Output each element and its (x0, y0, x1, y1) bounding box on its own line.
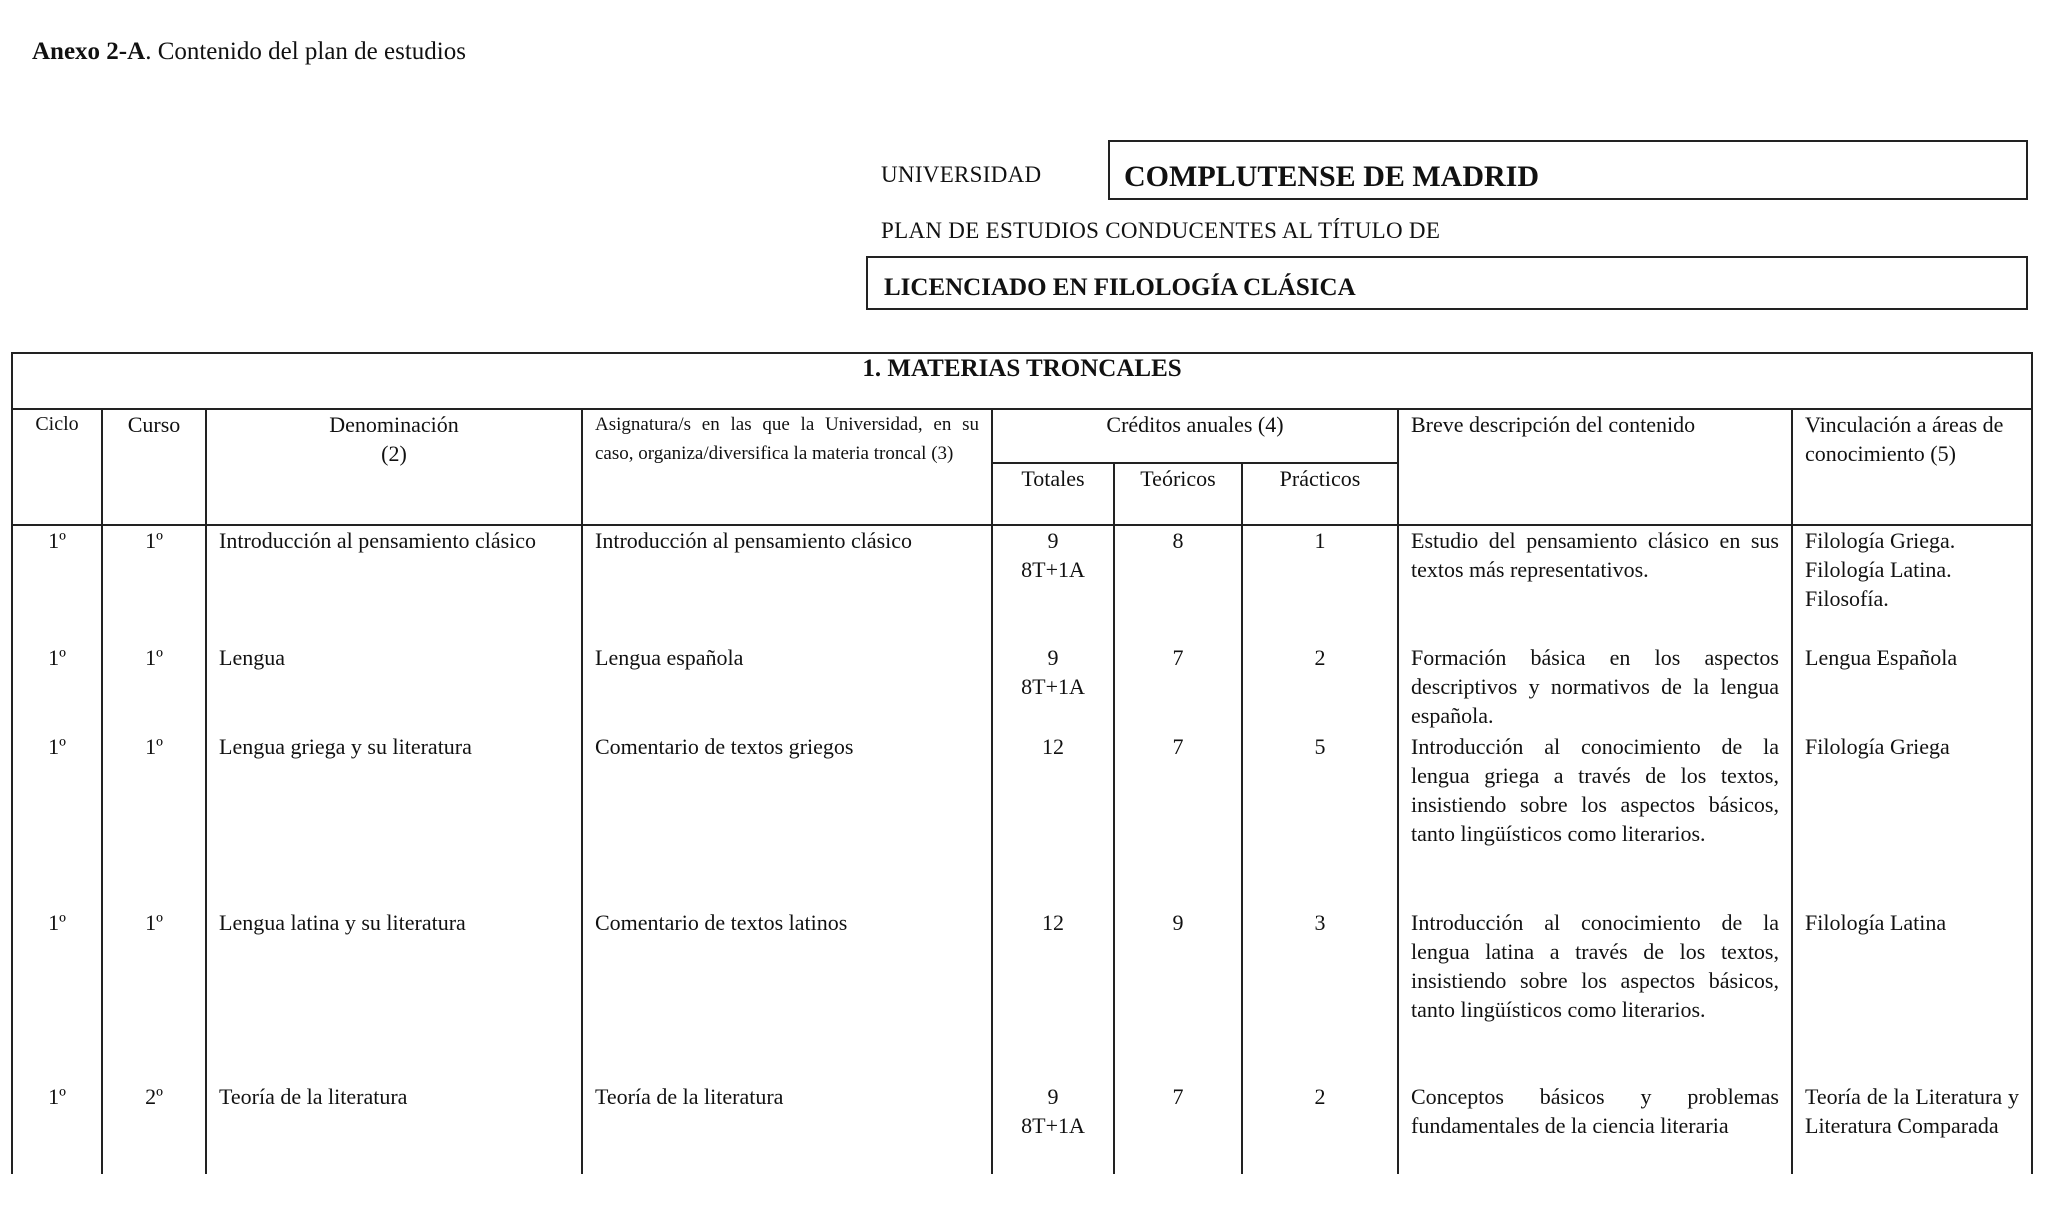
totales-detail: 8T+1A (1021, 557, 1085, 582)
cell-descripcion: Estudio del pensamiento clásico en sus textos más representativos. (1398, 525, 1792, 643)
cell-asignatura: Lengua española (582, 643, 992, 730)
cell-ciclo: 1º (12, 525, 102, 643)
cell-descripcion: Introducción al conocimiento de la lengua latina a través de los textos, insistiendo sobre los aspectos básicos, tanto lingüísticos como literarios. (1398, 904, 1792, 1078)
cell-areas (1792, 904, 2032, 1078)
cell-practicos: 5 (1242, 730, 1398, 904)
university-name-box: COMPLUTENSE DE MADRID (1108, 140, 2028, 200)
cell-curso: 1º (102, 904, 206, 1078)
totales-value: 12 (1042, 734, 1064, 759)
cell-areas (1792, 525, 2032, 643)
area-item: Filología Latina. (1805, 557, 1952, 582)
col-descripcion: Breve descripción del contenido (1398, 409, 1792, 525)
cell-practicos: 2 (1242, 1078, 1398, 1174)
degree-title-box: LICENCIADO EN FILOLOGÍA CLÁSICA (866, 256, 2028, 310)
cell-asignatura: Comentario de textos latinos (582, 904, 992, 1078)
cell-areas (1792, 730, 2032, 904)
cell-teoricos: 7 (1114, 1078, 1242, 1174)
table-row (12, 730, 2032, 904)
cell-totales (992, 904, 1114, 1078)
annex-label: Anexo 2-A (32, 38, 146, 65)
area-item: Filosofía. (1805, 586, 1889, 611)
cell-descripcion: Conceptos básicos y problemas fundamentales de la ciencia literaria (1398, 1078, 1792, 1174)
cell-teoricos: 7 (1114, 643, 1242, 730)
col-ciclo: Ciclo (12, 409, 102, 525)
cell-ciclo: 1º (12, 730, 102, 904)
cell-curso: 1º (102, 525, 206, 643)
col-totales: Totales (992, 463, 1114, 525)
cell-teoricos: 8 (1114, 525, 1242, 643)
totales-value: 9 (1047, 1084, 1059, 1109)
col-denominacion (206, 409, 582, 525)
cell-descripcion: Introducción al conocimiento de la lengua griega a través de los textos, insistiendo sobre los aspectos básicos, tanto lingüísticos como literarios. (1398, 730, 1792, 904)
totales-value: 9 (1047, 528, 1059, 553)
col-teoricos: Teóricos (1114, 463, 1242, 525)
cell-ciclo: 1º (12, 904, 102, 1078)
table-row (12, 643, 2032, 730)
col-asignaturas: Asignatura/s en las que la Universidad, en su caso, organiza/diversifica la materia troncal (3) (582, 409, 992, 525)
cell-areas (1792, 643, 2032, 730)
university-label: UNIVERSIDAD (881, 162, 1042, 187)
cell-areas (1792, 1078, 2032, 1174)
area-item: Teoría de la Literatura y Literatura Comparada (1805, 1084, 2020, 1138)
col-denominacion-note: (2) (381, 441, 407, 466)
col-creditos: Créditos anuales (4) (992, 409, 1398, 463)
area-item: Filología Griega. (1805, 528, 1956, 553)
cell-practicos: 2 (1242, 643, 1398, 730)
cell-curso: 2º (102, 1078, 206, 1174)
cell-practicos: 1 (1242, 525, 1398, 643)
cell-asignatura: Teoría de la literatura (582, 1078, 992, 1174)
cell-curso: 1º (102, 730, 206, 904)
cell-teoricos: 9 (1114, 904, 1242, 1078)
cell-denominacion: Lengua latina y su literatura (206, 904, 582, 1078)
cell-denominacion: Teoría de la literatura (206, 1078, 582, 1174)
col-practicos: Prácticos (1242, 463, 1398, 525)
cell-descripcion: Formación básica en los aspectos descriptivos y normativos de la lengua española. (1398, 643, 1792, 730)
totales-value: 12 (1042, 910, 1064, 935)
table-row (12, 1078, 2032, 1174)
cell-totales (992, 1078, 1114, 1174)
cell-teoricos: 7 (1114, 730, 1242, 904)
table-row (12, 525, 2032, 643)
totales-detail: 8T+1A (1021, 1113, 1085, 1138)
area-item: Filología Griega (1805, 734, 1950, 759)
area-item: Lengua Española (1805, 645, 1958, 670)
table-row (12, 904, 2032, 1078)
cell-denominacion: Introducción al pensamiento clásico (206, 525, 582, 643)
cell-ciclo: 1º (12, 643, 102, 730)
cell-totales (992, 643, 1114, 730)
annex-description: . Contenido del plan de estudios (145, 38, 466, 65)
cell-denominacion: Lengua griega y su literatura (206, 730, 582, 904)
totales-detail: 8T+1A (1021, 674, 1085, 699)
section-title: 1. MATERIAS TRONCALES (12, 353, 2032, 409)
cell-totales (992, 730, 1114, 904)
cell-ciclo: 1º (12, 1078, 102, 1174)
materias-troncales-table (11, 352, 2033, 1174)
col-vinculacion: Vinculación a áreas de conocimiento (5) (1792, 409, 2032, 525)
annex-heading (32, 38, 466, 66)
cell-asignatura: Introducción al pensamiento clásico (582, 525, 992, 643)
cell-curso: 1º (102, 643, 206, 730)
cell-asignatura: Comentario de textos griegos (582, 730, 992, 904)
totales-value: 9 (1047, 645, 1059, 670)
cell-totales (992, 525, 1114, 643)
cell-denominacion: Lengua (206, 643, 582, 730)
plan-label: PLAN DE ESTUDIOS CONDUCENTES AL TÍTULO DE (881, 218, 1441, 243)
col-denominacion-label: Denominación (329, 412, 459, 437)
col-curso: Curso (102, 409, 206, 525)
cell-practicos: 3 (1242, 904, 1398, 1078)
area-item: Filología Latina (1805, 910, 1947, 935)
